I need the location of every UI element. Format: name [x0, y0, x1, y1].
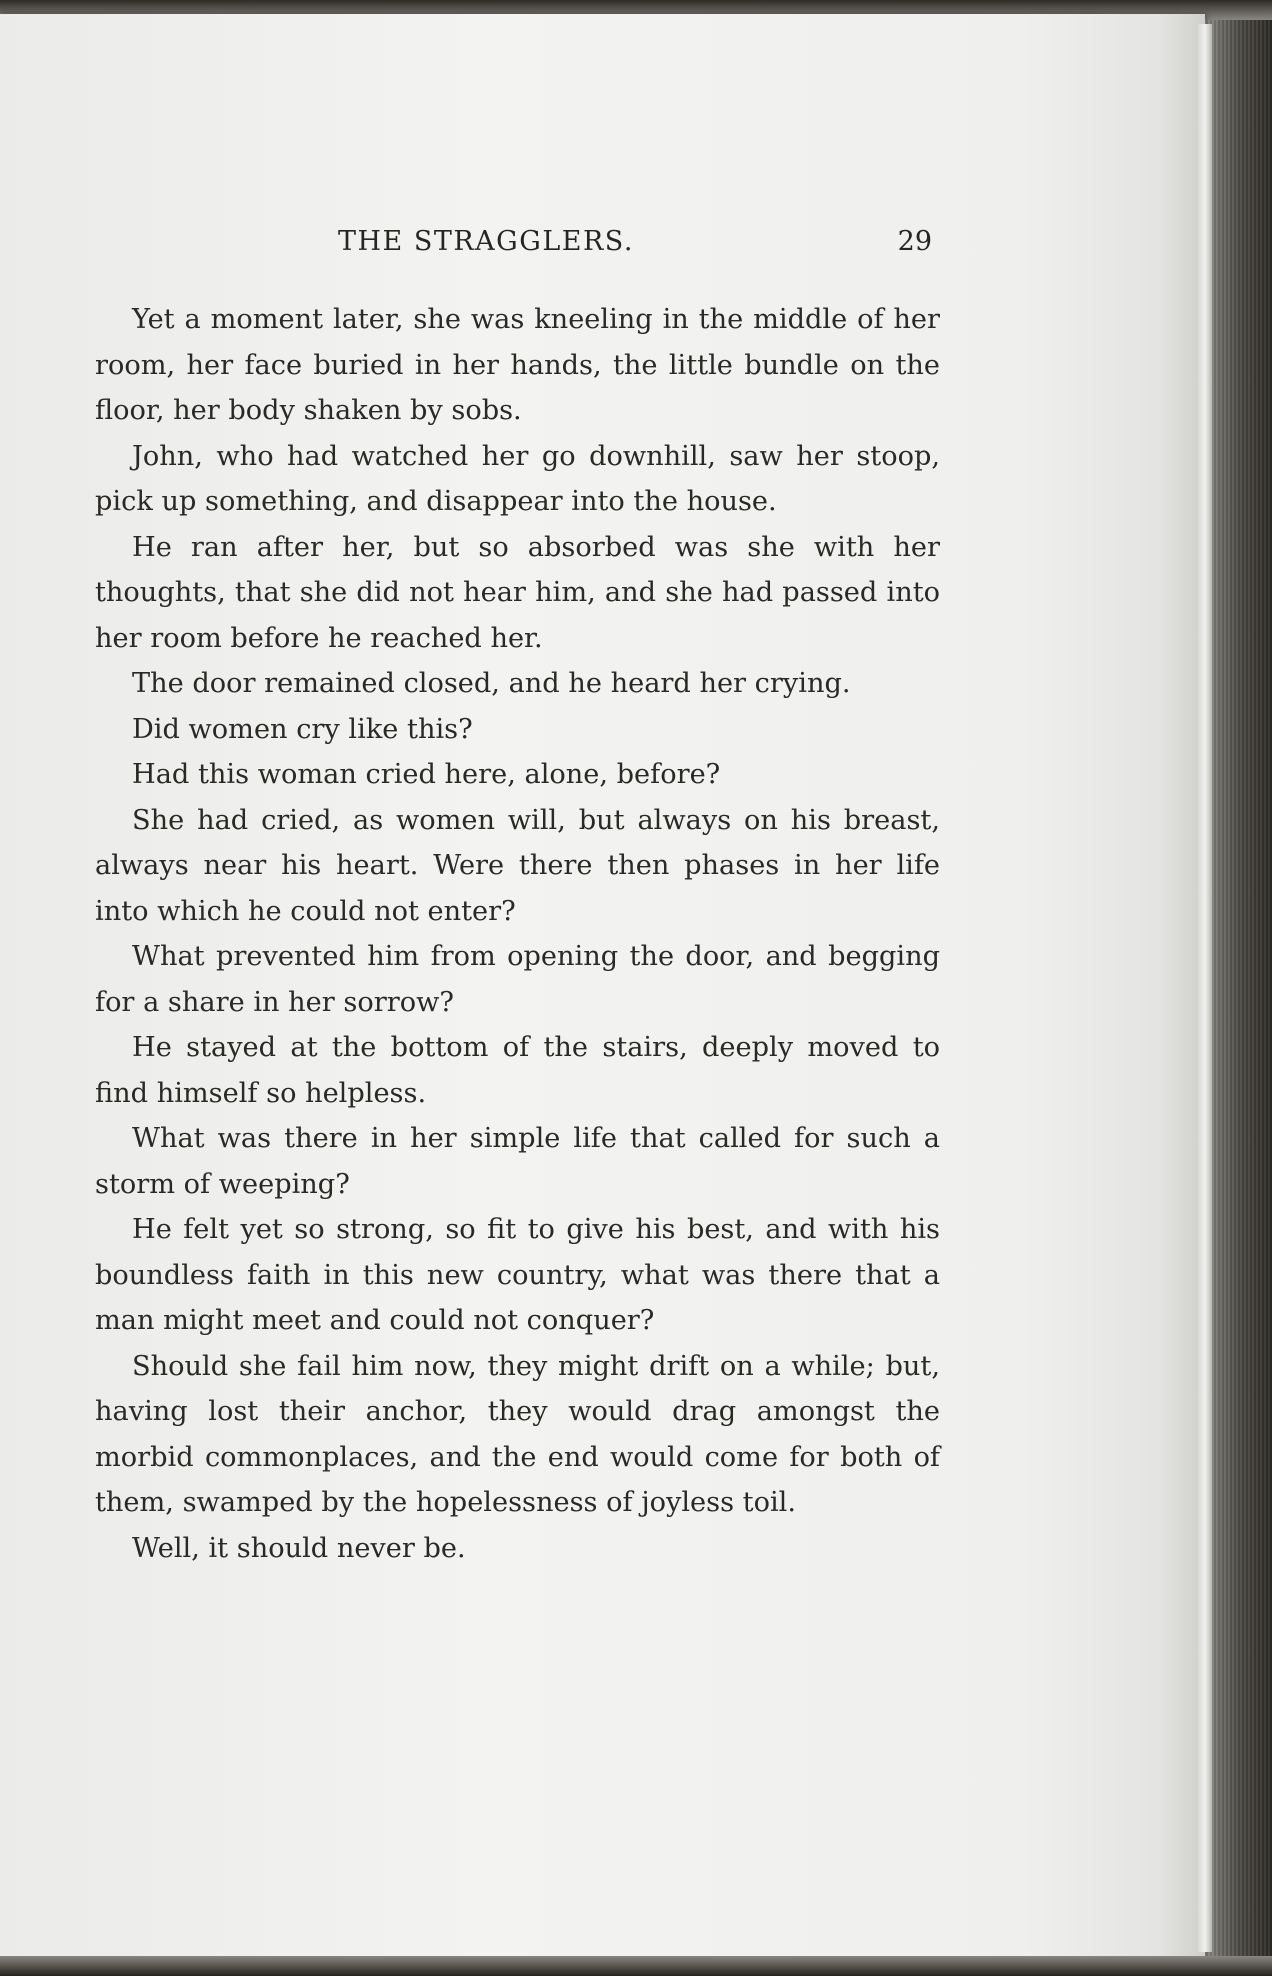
paragraph: Did women cry like this? — [132, 713, 473, 745]
body-text — [95, 297, 940, 1571]
running-head — [95, 226, 940, 266]
page-stack-edge — [1198, 24, 1212, 1952]
paragraph: Well, it should never be. — [132, 1532, 466, 1564]
paragraph: What was there in her simple life that called for such a storm of weeping? — [95, 1123, 940, 1200]
paragraph: He felt yet so strong, so fit to give his best, and with his boundless faith in this new country, what was there that a man might meet and could not conquer? — [95, 1214, 940, 1336]
book-page — [0, 14, 1205, 1960]
paragraph: What prevented him from opening the door, and begging for a share in her sorrow? — [95, 941, 940, 1018]
page-number: 29 — [897, 226, 932, 257]
paragraph: He stayed at the bottom of the stairs, deeply moved to find himself so helpless. — [95, 1032, 940, 1109]
book-fore-edge — [1204, 20, 1272, 1956]
paragraph: He ran after her, but so absorbed was she with her thoughts, that she did not hear him, and she had passed into her room before he reached her. — [95, 531, 940, 654]
paragraph: Had this woman cried here, alone, before? — [132, 759, 721, 790]
paragraph: John, who had watched her go downhill, saw her stoop, pick up something, and disappear into the house. — [95, 440, 940, 517]
scan-bottom-border — [0, 1956, 1272, 1976]
paragraph: Should she fail him now, they might drift on a while; but, having lost their anchor, they would drag amongst the morbid commonplaces, and the end would come for both of them, swamped by the hopelessness of joyless toil. — [95, 1350, 940, 1518]
paragraph: She had cried, as women will, but always on his breast, always near his heart. Were there then phases in her life into which he could not enter? — [95, 804, 940, 927]
running-title: THE STRAGGLERS. — [338, 226, 634, 257]
paragraph: The door remained closed, and he heard her crying. — [132, 668, 851, 699]
paragraph: Yet a moment later, she was kneeling in the middle of her room, her face buried in her hands, the little bundle on the floor, her body shaken by sobs. — [95, 304, 940, 426]
